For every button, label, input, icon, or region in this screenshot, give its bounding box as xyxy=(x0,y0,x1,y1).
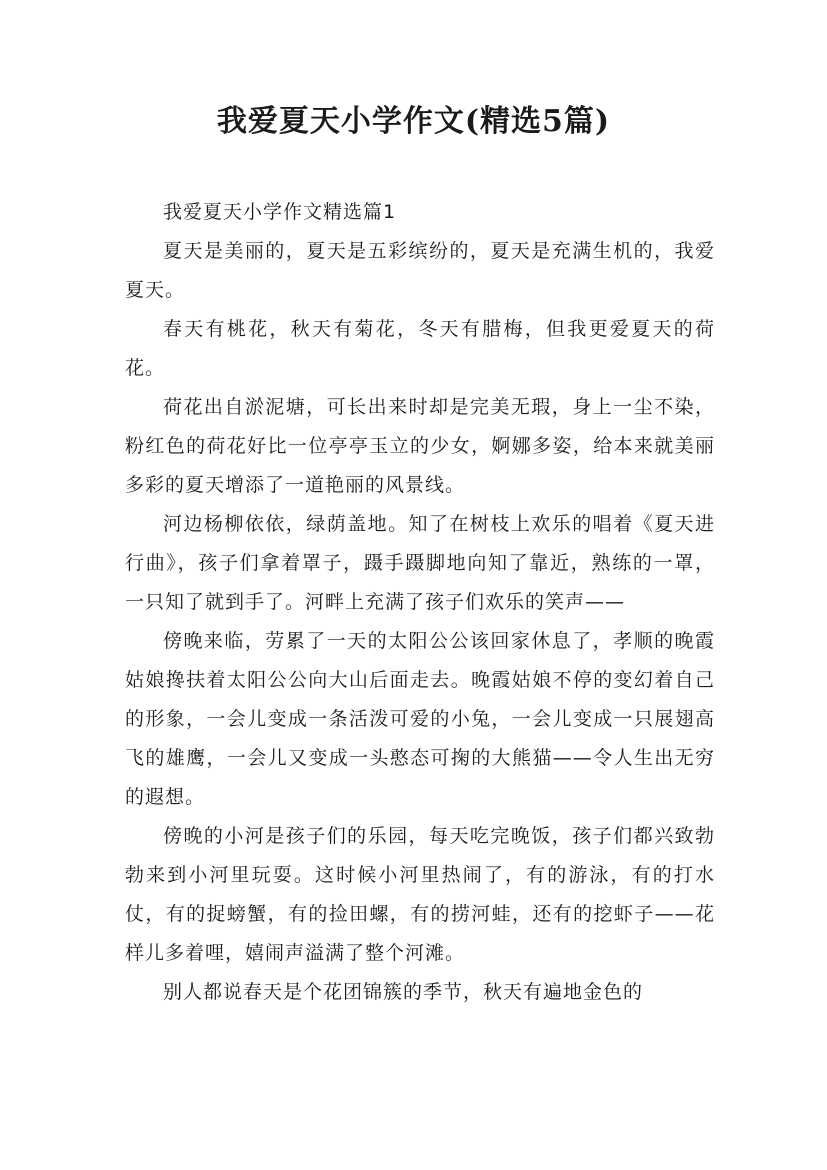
paragraph: 夏天是美丽的，夏天是五彩缤纷的，夏天是充满生机的，我爱夏天。 xyxy=(125,240,715,301)
paragraph: 傍晚来临，劳累了一天的太阳公公该回家休息了，孝顺的晚霞姑娘搀扶着太阳公公向大山后面走去。晚霞姑娘不停的变幻着自己的形象，一会儿变成一条活泼可爱的小兔，一会儿变成一只展翅高飞的雄鹰，一会儿又变成一头憨态可掬的大熊猫——令人生出无穷的遐想。 xyxy=(125,630,715,808)
paragraph: 傍晚的小河是孩子们的乐园，每天吃完晚饭，孩子们都兴致勃勃来到小河里玩耍。这时候小河里热闹了，有的游泳，有的打水仗，有的捉螃蟹，有的捡田螺，有的捞河蛙，还有的挖虾子——花样儿多着哩，嬉闹声溢满了整个河滩。 xyxy=(125,825,715,964)
paragraph: 春天有桃花，秋天有菊花，冬天有腊梅，但我更爱夏天的荷花。 xyxy=(125,318,715,379)
section-heading: 我爱夏天小学作文精选篇1 xyxy=(163,201,397,223)
paragraph: 河边杨柳依依，绿荫盖地。知了在树枝上欢乐的唱着《夏天进行曲》，孩子们拿着罩子，蹑手蹑脚地向知了靠近，熟练的一罩，一只知了就到手了。河畔上充满了孩子们欢乐的笑声—— xyxy=(125,513,715,613)
paragraph: 别人都说春天是个花团锦簇的季节，秋天有遍地金色的 xyxy=(163,981,644,1003)
document-title: 我爱夏天小学作文(精选5篇) xyxy=(216,104,611,139)
paragraph: 荷花出自淤泥塘，可长出来时却是完美无瑕，身上一尘不染，粉红色的荷花好比一位亭亭玉立的少女，婀娜多姿，给本来就美丽多彩的夏天增添了一道艳丽的风景线。 xyxy=(125,396,715,496)
document-body xyxy=(125,193,715,1012)
